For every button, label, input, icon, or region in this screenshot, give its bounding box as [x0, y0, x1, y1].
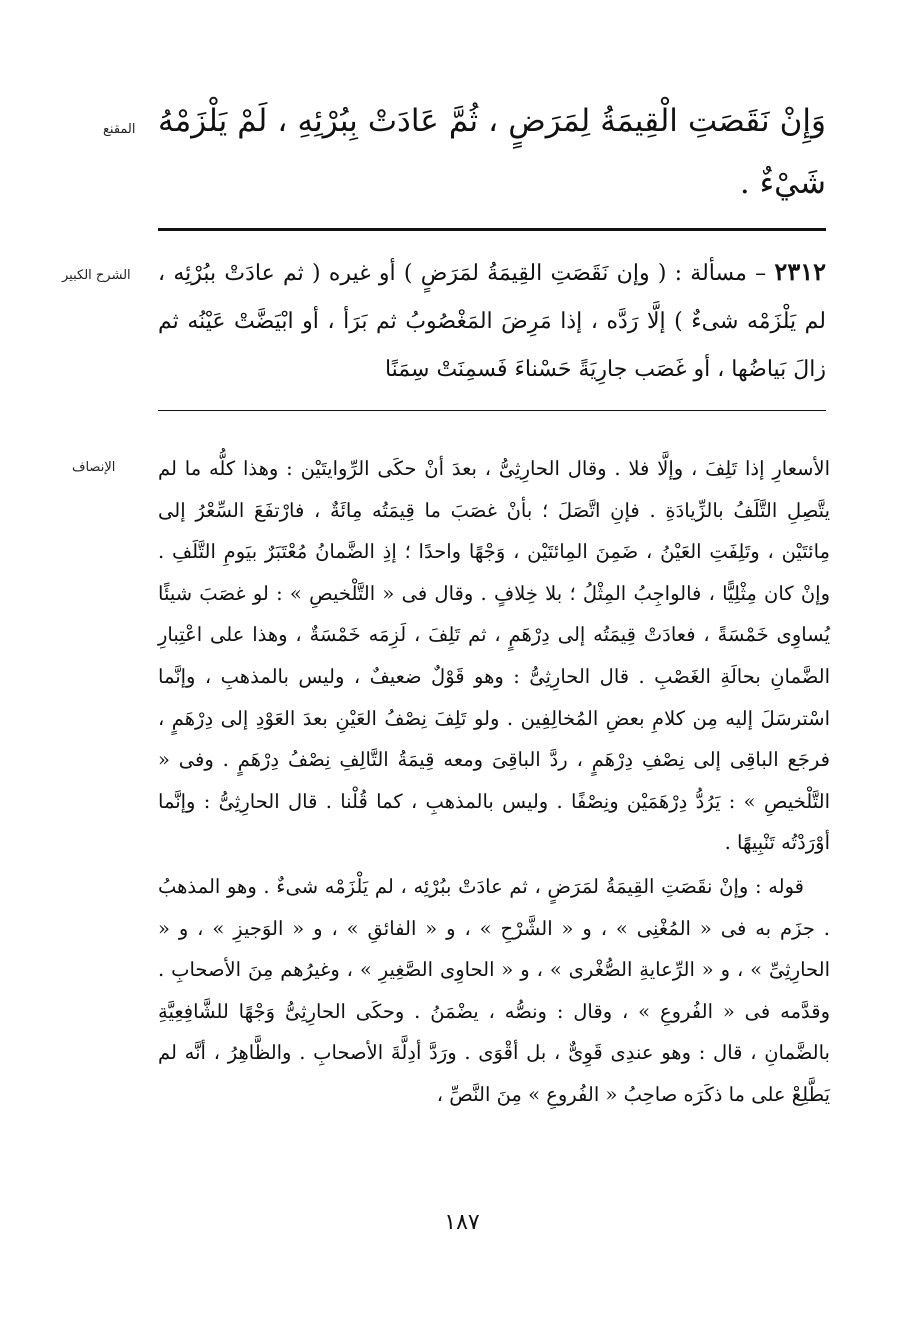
- sharh-paragraph: [158, 248, 826, 394]
- insaf-paragraph-1: الأسعارِ إذا تَلِفَ ، وإلَّا فلا . وقال الحارِثِىُّ ، بعدَ أنْ حكَى الرِّوايتَيْن : وهذا كلُّه ما لم يتَّصِلِ التَّلَفُ بالزِّيادَةِ . فإنِ اتَّصَلَ ؛ بأنْ غصَبَ ما قِيمَتُه مِائَةٌ ، فارْتفَعَ السِّعْرُ إلى مِائتَيْن ، وتَلِفَتِ العَيْنُ ، ضَمِنَ المِائتَيْن ، وَجْهًا واحدًا ؛ إذِ الضَّمانُ مُعْتَبَرٌ بيَومِ التَّلَفِ . وإنْ كان مِثْلِيًّا ، فالواجِبُ المِثْلُ ؛ بلا خِلافٍ . وقال فى « التَّلْخيصِ » : لو غصَبَ شيئًا يُساوِى خَمْسَةً ، فعادَتْ قِيمَتُه إلى دِرْهَمٍ ، ثم تَلِفَ ، لَزِمَه خَمْسَةٌ ، وهذا على اعْتِبارِ الضَّمانِ بحالَةِ الغَصْبِ . قال الحارِثِىُّ : وهو قَوْلٌ ضعيفٌ ، وليس بالمذهبِ ، وإنَّما اسْترسَلَ إليه مِن كلامِ بعضِ المُخالِفِين . ولو تَلِفَ نِصْفُ العَيْنِ بعدَ العَوْدِ إلى دِرْهَمٍ ، فرجَع الباقِى إلى نِصْفِ دِرْهَمٍ ، ردَّ الباقِىَ ومعه قِيمَةُ التَّالِفِ نِصْفُ دِرْهَمٍ . وفى « التَّلْخيصِ » : يَرُدُّ دِرْهَمَيْن ونِصْفًا . وليس بالمذهبِ ، كما قُلْنا . قال الحارِثِىُّ : وإنَّما أوْرَدْتُه تَنْبِيهًا .: [158, 457, 830, 855]
- insaf-text: [158, 448, 830, 1116]
- section-label-insaf: الإنصاف: [72, 460, 116, 475]
- thick-divider: [158, 228, 826, 231]
- page-number: ١٨٧: [444, 1210, 480, 1235]
- muqni-paragraph: وَإِنْ نَقَصَتِ الْقِيمَةُ لِمَرَضٍ ، ثُمَّ عَادَتْ بِبُرْئِهِ ، لَمْ يَلْزَمْهُ شَيْءٌ .: [158, 103, 826, 201]
- sharh-body: – مسألة : ( وإن نَقَصَتِ القِيمَةُ لمَرَضٍ ) أو غيره ( ثم عادَتْ ببُرْئِه ، لم يَلْزَمْه شىءٌ ) إلَّا رَدَّه ، إذا مَرِضَ المَغْصُوبُ ثم بَرَأ ، أو ابْيَضَّتْ عَيْنُه ثم زالَ بَياضُها ، أو غَصَب جارِيَةً حَسْناءَ فَسمِنَتْ سِمَنًا: [158, 261, 826, 382]
- muqni-text: [158, 90, 826, 214]
- section-label-sharh: الشرح الكبير: [62, 268, 131, 283]
- section-label-muqni: المقنع: [103, 122, 136, 137]
- thin-divider: [158, 410, 826, 411]
- insaf-paragraph-2: قوله : وإنْ نقَصَتِ القِيمَةُ لمَرَضٍ ، ثم عادَتْ ببُرْئِه ، لم يَلْزَمْه شىءٌ . وهو المذهبُ . جزَم به فى « المُغْنِى » ، و « الشَّرْحِ » ، و « الفائقِ » ، و « الوَجيزِ » ، و « الحارِثِىِّ » ، و « الرِّعايةِ الصُّغْرى » ، و « الحاوِى الصَّغِيرِ » ، وغيرُهم مِنَ الأصحابِ . وقدَّمه فى « الفُروعِ » ، وقال : ونصُّه ، يضْمَنُ . وحكَى الحارِثِىُّ وَجْهًا للشَّافِعِيَّةِ بالضَّمانِ ، قال : وهو عندِى قَوِىٌّ ، بل أقْوَى . ورَدَّ أدِلَّةَ الأصحابِ . والظَّاهِرُ ، أنَّه لم يَطَّلِعْ على ما ذكَرَه صاحِبُ « الفُروعِ » مِنَ النَّصِّ ،: [158, 874, 830, 1106]
- issue-number: ٢٣١٢: [774, 257, 826, 286]
- sharh-text: [158, 248, 826, 394]
